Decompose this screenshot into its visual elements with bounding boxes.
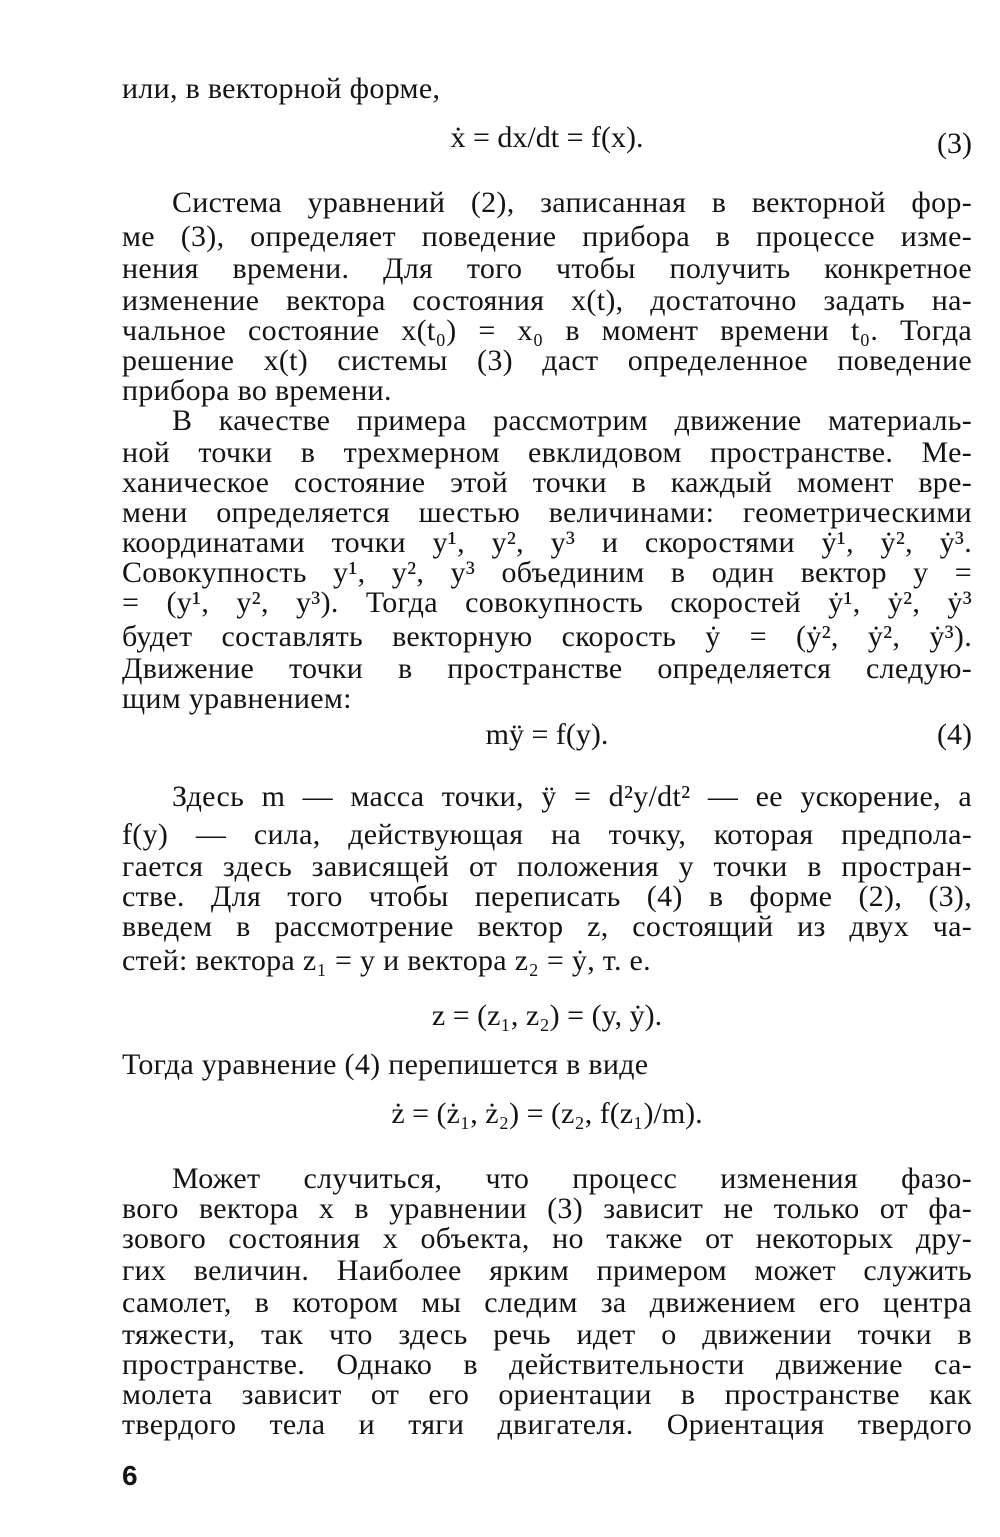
text-line: стве. Для того чтобы переписать (4) в форме (2), (3),: [122, 880, 972, 913]
text-line: Система уравнений (2), записанная в векторной фор-: [172, 186, 972, 219]
equation-3: [122, 118, 972, 158]
equation-z-dot: [122, 1094, 972, 1134]
text-line: самолет, в котором мы следим за движением его центра: [122, 1286, 972, 1319]
text-line: нения времени. Для того чтобы получить конкретное: [122, 252, 972, 285]
equation-z-dot-text: ż = (ż₁, ż₂) = (z₂, f(z₁)/m).: [391, 1097, 703, 1130]
text-line: введем в рассмотрение вектор z, состоящий из двух ча-: [122, 910, 972, 943]
text-line: Может случиться, что процесс изменения фазо-: [172, 1162, 972, 1195]
text-line: молета зависит от его ориентации в пространстве как: [122, 1378, 972, 1411]
text-line: ной точки в трехмерном евклидовом пространстве. Ме-: [122, 436, 972, 469]
text-line: вого вектора x в уравнении (3) зависит не только от фа-: [122, 1192, 972, 1225]
text-line: будет составлять векторную скорость ẏ = (ẏ², ẏ², ẏ³).: [122, 620, 972, 653]
text-line: ханическое состояние этой точки в каждый момент вре-: [122, 466, 972, 499]
text-line: координатами точки y¹, y², y³ и скоростями ẏ¹, ẏ², ẏ³.: [122, 526, 972, 559]
text-line: щим уравнением:: [122, 682, 352, 715]
text-line: ме (3), определяет поведение прибора в процессе изме-: [122, 220, 972, 253]
text-line: твердого тела и тяги двигателя. Ориентация твердого: [122, 1408, 972, 1441]
equation-z: [122, 996, 972, 1036]
text-line: Движение точки в пространстве определяется следую-: [122, 652, 972, 685]
text-line: или, в векторной форме,: [122, 72, 441, 105]
equation-3-text: ẋ = dx/dt = f(x).: [450, 121, 644, 154]
equation-4-text: mÿ = f(y).: [485, 718, 609, 751]
page-number: 6: [122, 1460, 138, 1491]
text-line: стей: вектора z₁ = y и вектора z₂ = ẏ, т. е.: [122, 944, 651, 977]
text-line: тяжести, так что здесь речь идет о движении точки в: [122, 1318, 972, 1351]
text-line: гается здесь зависящей от положения y точки в простран-: [122, 850, 972, 883]
text-line: решение x(t) системы (3) даст определенное поведение: [122, 344, 972, 377]
text-line: мени определяется шестью величинами: геометрическими: [122, 496, 972, 529]
text-line: Здесь m — масса точки, ÿ = d²y/dt² — ее ускорение, а: [172, 780, 972, 813]
text-line: зового состояния x объекта, но также от некоторых дру-: [122, 1222, 972, 1255]
equation-3-number: (3): [937, 127, 972, 160]
text-line: пространстве. Однако в действительности движение са-: [122, 1348, 972, 1381]
text-line: чальное состояние x(t₀) = x₀ в момент времени t₀. Тогда: [122, 314, 972, 347]
text-line: = (y¹, y², y³). Тогда совокупность скоростей ẏ¹, ẏ², ẏ³: [122, 586, 972, 619]
text-line: Совокупность y¹, y², y³ объединим в один вектор y =: [122, 556, 972, 589]
text-line: гих величин. Наиболее ярким примером может служить: [122, 1254, 972, 1287]
text-line: В качестве примера рассмотрим движение материаль-: [172, 404, 972, 437]
text-line: f(y) — сила, действующая на точку, которая предпола-: [122, 818, 972, 851]
text-line: Тогда уравнение (4) перепишется в виде: [122, 1048, 649, 1081]
equation-4-number: (4): [937, 718, 972, 751]
equation-4: [122, 715, 972, 755]
equation-z-text: z = (z₁, z₂) = (y, ẏ).: [431, 999, 663, 1032]
text-line: изменение вектора состояния x(t), достаточно задать на-: [122, 284, 972, 317]
text-line: прибора во времени.: [122, 374, 392, 407]
